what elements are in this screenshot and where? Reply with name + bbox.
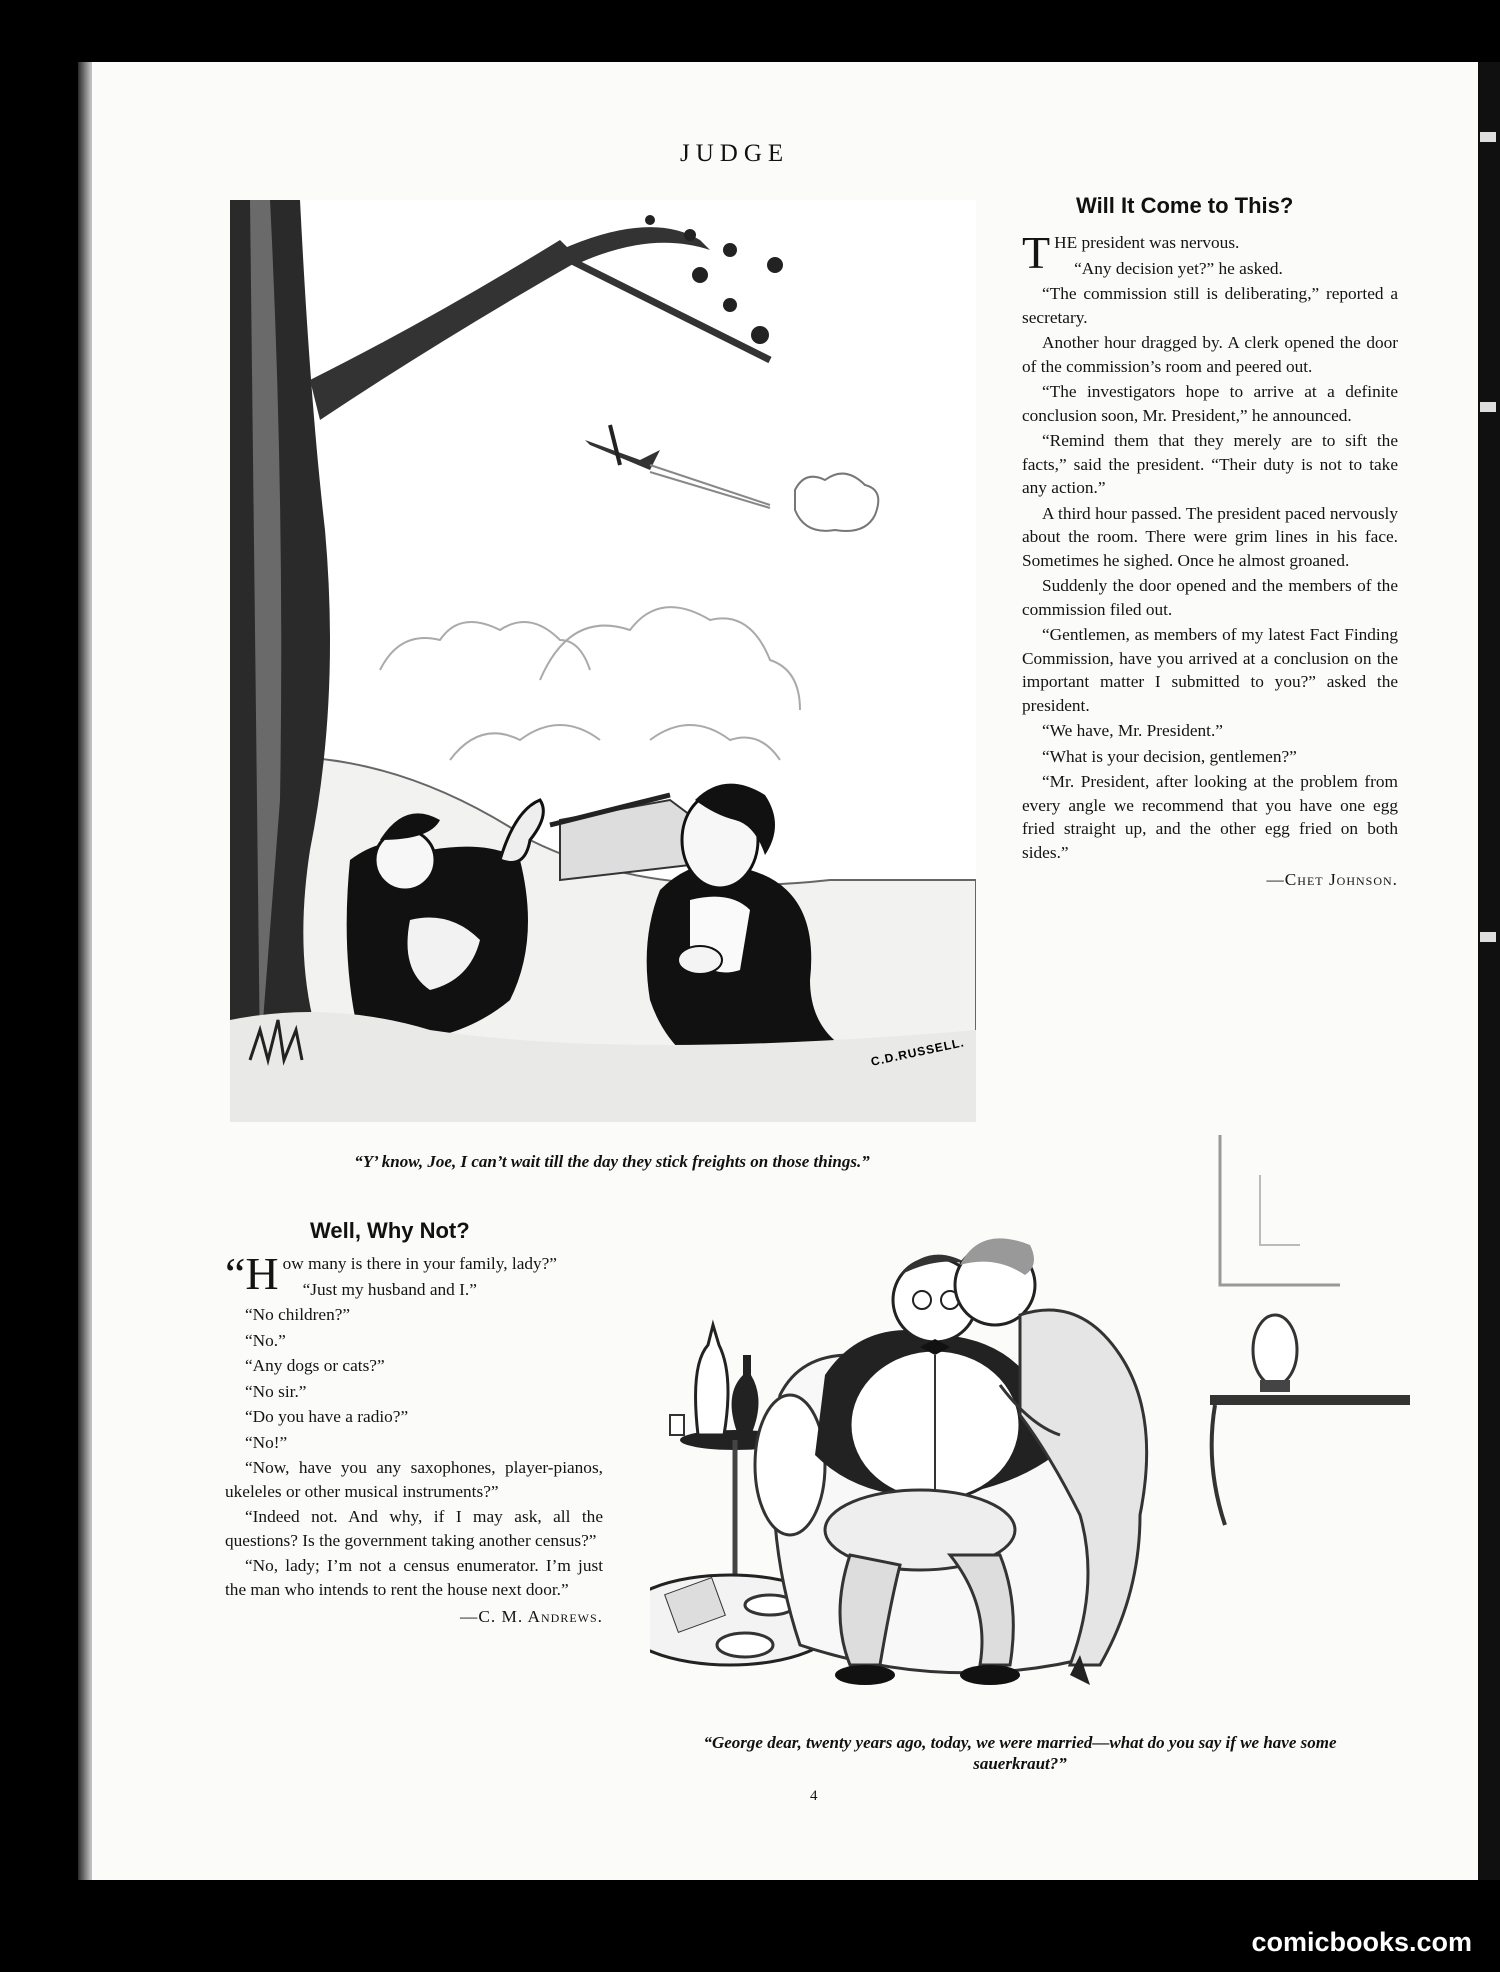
paragraph: A third hour passed. The president paced nervously about the room. There were grim lines in his face. Sometimes he sighed. Once he almost groaned. bbox=[1022, 503, 1398, 570]
paragraph: HE president was nervous. bbox=[1054, 233, 1240, 252]
byline: —Chet Johnson. bbox=[1266, 870, 1398, 889]
facing-page-edge bbox=[1478, 62, 1500, 1880]
paragraph: “We have, Mr. President.” bbox=[1042, 721, 1223, 740]
building-drawing bbox=[550, 795, 690, 880]
page-number: 4 bbox=[810, 1788, 818, 1804]
drop-cap: “H bbox=[225, 1248, 279, 1299]
paragraph: “No children?” bbox=[245, 1305, 351, 1324]
paragraph: “No sir.” bbox=[245, 1381, 307, 1401]
top-cartoon-illustration bbox=[230, 200, 976, 1122]
paragraph: “Gentlemen, as members of my latest Fact Finding Commission, have you arrived at a conclusion on the important matter I submitted to you?” asked the president. bbox=[1022, 625, 1398, 715]
story-title-will-it-come: Will It Come to This? bbox=[1076, 193, 1294, 218]
paragraph: “Remind them that they merely are to sift the facts,” said the president. “Their duty is not to take any action.” bbox=[1022, 431, 1398, 497]
paragraph: “No, lady; I’m not a census enumerator. I’m just the man who intends to rent the house next door.” bbox=[225, 1556, 603, 1599]
bottom-cartoon-illustration bbox=[650, 1135, 1410, 1730]
drop-cap: T bbox=[1022, 227, 1051, 278]
paragraph: “No!” bbox=[245, 1432, 288, 1452]
paragraph: “Indeed not. And why, if I may ask, all the questions? Is the government taking another census?” bbox=[225, 1507, 603, 1550]
paragraph: Suddenly the door opened and the members of the commission filed out. bbox=[1022, 576, 1398, 619]
paragraph: “What is your decision, gentlemen?” bbox=[1042, 746, 1297, 766]
story-text-will-it-come bbox=[1022, 227, 1398, 892]
paragraph: “The commission still is deliberating,” reported a secretary. bbox=[1022, 284, 1398, 327]
cartoonist-signature: C.D.RUSSELL. bbox=[869, 1035, 966, 1069]
vase-drawing bbox=[1253, 1315, 1297, 1392]
paragraph: “Now, have you any saxophones, player-pianos, ukeleles or other musical instruments?” bbox=[225, 1458, 603, 1501]
bottom-cartoon-caption: “George dear, twenty years ago, today, we were married—what do you say if we have some sauerkraut?” bbox=[703, 1733, 1337, 1773]
paragraph: “Mr. President, after looking at the problem from every angle we recommend that you have one egg fried straight up, and the other egg fried on both sides.” bbox=[1022, 772, 1398, 862]
paragraph: Another hour dragged by. A clerk opened the door of the commission’s room and peered out. bbox=[1022, 333, 1398, 376]
paragraph: “Do you have a radio?” bbox=[245, 1407, 409, 1426]
paragraph: “No.” bbox=[245, 1330, 286, 1350]
airplane-drawing bbox=[585, 425, 878, 531]
magazine-header: JUDGE bbox=[680, 140, 790, 167]
paragraph: ow many is there in your family, lady?” bbox=[282, 1254, 557, 1273]
paragraph: “Any dogs or cats?” bbox=[245, 1356, 385, 1375]
byline: —C. M. Andrews. bbox=[460, 1607, 603, 1626]
top-cartoon-caption: “Y’ know, Joe, I can’t wait till the day they stick freights on those things.” bbox=[354, 1152, 870, 1171]
site-watermark: comicbooks.com bbox=[1251, 1927, 1472, 1957]
story-text-well-why-not bbox=[225, 1248, 603, 1629]
story-title-well-why-not: Well, Why Not? bbox=[310, 1218, 470, 1243]
paragraph: “The investigators hope to arrive at a definite conclusion soon, Mr. President,” he announced. bbox=[1022, 382, 1398, 425]
paragraph: “Just my husband and I.” bbox=[302, 1279, 477, 1299]
paragraph: “Any decision yet?” he asked. bbox=[1074, 258, 1283, 278]
